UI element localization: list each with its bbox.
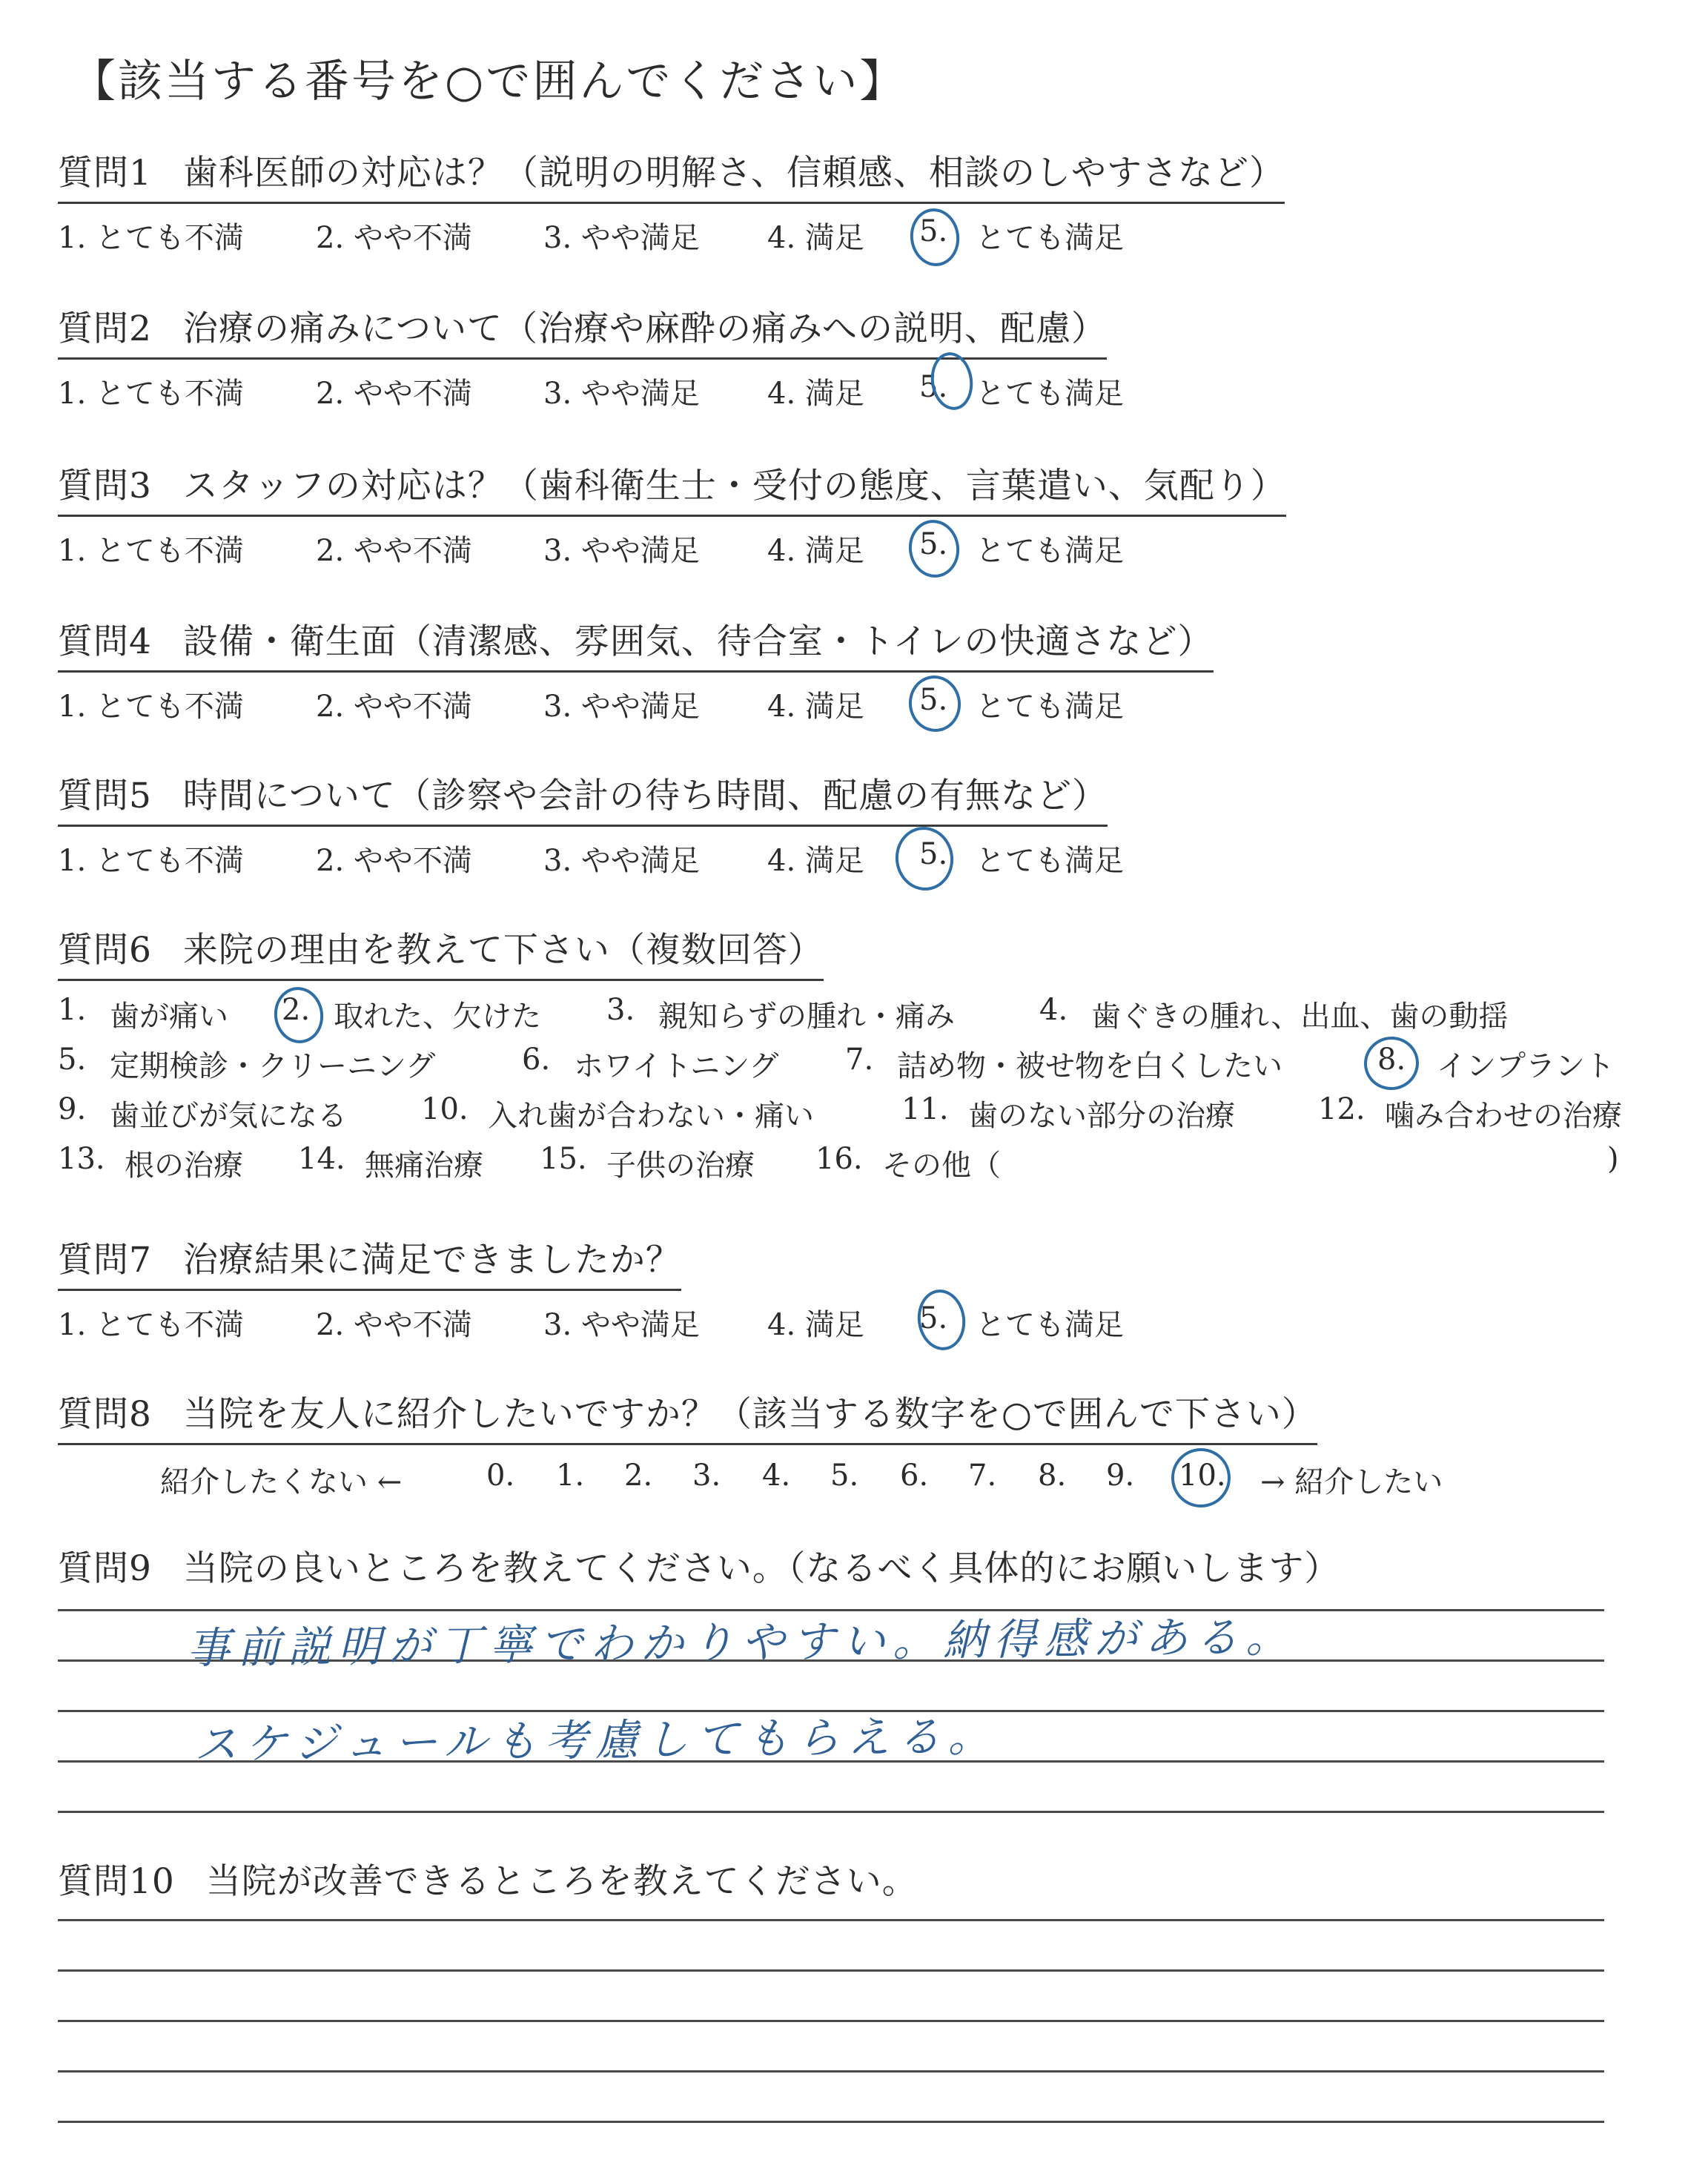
option-3[interactable]: 3. やや満足 <box>543 690 700 724</box>
option-3[interactable]: 3. やや満足 <box>543 534 700 568</box>
reason-number[interactable]: 13. <box>58 1142 105 1176</box>
reason-number[interactable]: 3. <box>606 993 635 1027</box>
handwritten-answer-line-1: 事前説明が丁寧でわかりやすい。納得感がある。 <box>186 1611 1297 1674</box>
question-text: 当院を友人に紹介したいですか？（該当する数字を○で囲んで下さい） <box>182 1394 1317 1435</box>
scale-value[interactable]: 6. <box>900 1459 929 1493</box>
answer-line <box>58 2070 1604 2073</box>
reason-number[interactable]: 5. <box>58 1043 87 1077</box>
question-number: 質問2 <box>58 308 152 349</box>
option-1[interactable]: 1. とても不満 <box>58 377 244 411</box>
question-4 <box>58 614 1674 726</box>
option-1[interactable]: 1. とても不満 <box>58 1308 244 1342</box>
question-10-header <box>58 1854 918 1910</box>
rating-options <box>58 683 1674 726</box>
reason-label[interactable]: ホワイトニング <box>574 1049 779 1083</box>
reason-label[interactable]: 無痛治療 <box>365 1149 483 1183</box>
question-number: 質問4 <box>58 621 152 662</box>
reason-number[interactable]: 6. <box>522 1043 551 1077</box>
question-number: 質問10 <box>58 1861 175 1902</box>
option-2[interactable]: 2. やや不満 <box>316 690 472 724</box>
question-text: 時間について（診察や会計の待ち時間、配慮の有無など） <box>182 776 1108 816</box>
reason-label[interactable]: 噛み合わせの治療 <box>1385 1099 1622 1133</box>
option-5-label: とても満足 <box>976 1308 1124 1342</box>
option-5[interactable]: 5. <box>919 370 948 404</box>
question-number: 質問9 <box>58 1548 152 1589</box>
scale-value[interactable]: 8. <box>1038 1459 1067 1493</box>
question-9 <box>58 1541 1674 1597</box>
scale-value[interactable]: 1. <box>556 1459 585 1493</box>
question-text: 来院の理由を教えて下さい（複数回答） <box>182 930 824 971</box>
reason-label[interactable]: 歯並びが気になる <box>110 1099 347 1133</box>
option-5[interactable]: 5. <box>919 683 948 717</box>
option-4[interactable]: 4. 満足 <box>767 534 864 568</box>
option-3[interactable]: 3. やや満足 <box>543 221 700 255</box>
reason-number[interactable]: 7. <box>845 1043 874 1077</box>
reason-label[interactable]: 親知らずの腫れ・痛み <box>658 1000 955 1034</box>
answer-line <box>58 1969 1604 1972</box>
option-4[interactable]: 4. 満足 <box>767 690 864 724</box>
reason-options <box>58 993 1674 1192</box>
question-7-header <box>58 1232 681 1291</box>
option-5-label: とても満足 <box>976 377 1124 411</box>
scale-right-label: → 紹介したい <box>1260 1465 1443 1499</box>
question-text: 歯科医師の対応は？（説明の明解さ、信頼感、相談のしやすさなど） <box>182 153 1285 194</box>
question-text: 設備・衛生面（清潔感、雰囲気、待合室・トイレの快適さなど） <box>182 621 1214 662</box>
option-1[interactable]: 1. とても不満 <box>58 690 244 724</box>
reason-number[interactable]: 2. <box>282 993 311 1027</box>
option-5-label: とても満足 <box>976 844 1124 878</box>
option-3[interactable]: 3. やや満足 <box>543 377 700 411</box>
question-1 <box>58 145 1674 257</box>
option-4[interactable]: 4. 満足 <box>767 844 864 878</box>
answer-line <box>58 2020 1604 2022</box>
option-2[interactable]: 2. やや不満 <box>316 377 472 411</box>
option-2[interactable]: 2. やや不満 <box>316 1308 472 1342</box>
question-text: スタッフの対応は？（歯科衛生士・受付の態度、言葉遣い、気配り） <box>182 466 1286 506</box>
reason-number[interactable]: 15. <box>540 1142 587 1176</box>
answer-line <box>58 1811 1604 1813</box>
question-text: 当院の良いところを教えてください。（なるべく具体的にお願いします） <box>182 1548 1340 1589</box>
option-3[interactable]: 3. やや満足 <box>543 1308 700 1342</box>
reason-label[interactable]: 歯ぐきの腫れ、出血、歯の動揺 <box>1091 1000 1509 1034</box>
question-4-header <box>58 614 1214 673</box>
rating-options <box>58 527 1674 570</box>
question-number: 質問8 <box>58 1394 152 1435</box>
scale-value[interactable]: 5. <box>830 1459 859 1493</box>
answer-line <box>58 1919 1604 1921</box>
question-6 <box>58 922 1674 1192</box>
question-number: 質問7 <box>58 1240 152 1281</box>
question-text: 治療結果に満足できましたか？ <box>182 1240 681 1281</box>
question-8 <box>58 1387 1674 1502</box>
option-5-label: とても満足 <box>976 221 1124 255</box>
reason-number[interactable]: 11. <box>901 1092 949 1126</box>
question-number: 質問6 <box>58 930 152 971</box>
option-5[interactable]: 5. <box>919 527 948 561</box>
option-4[interactable]: 4. 満足 <box>767 221 864 255</box>
scale-value[interactable]: 10. <box>1179 1459 1226 1493</box>
reason-row <box>58 1043 1674 1092</box>
reason-label[interactable]: 入れ歯が合わない・痛い <box>488 1099 814 1133</box>
reason-number[interactable]: 16. <box>815 1142 863 1176</box>
option-5[interactable]: 5. <box>919 837 948 871</box>
question-3 <box>58 458 1674 570</box>
option-5-label: とても満足 <box>976 534 1124 568</box>
question-5 <box>58 768 1674 880</box>
option-3[interactable]: 3. やや満足 <box>543 844 700 878</box>
scale-value[interactable]: 2. <box>624 1459 653 1493</box>
question-2 <box>58 301 1674 413</box>
question-8-header <box>58 1387 1317 1445</box>
scale-left-label: 紹介したくない ← <box>160 1465 403 1499</box>
question-text: 治療の痛みについて（治療や麻酔の痛みへの説明、配慮） <box>182 308 1108 349</box>
scale-value[interactable]: 0. <box>486 1459 515 1493</box>
answer-line <box>58 2121 1604 2123</box>
reason-label[interactable]: 取れた、欠けた <box>334 1000 541 1034</box>
option-5[interactable]: 5. <box>919 1301 948 1335</box>
reason-number[interactable]: 1. <box>58 993 87 1027</box>
option-1[interactable]: 1. とても不満 <box>58 221 244 255</box>
scale-value[interactable]: 4. <box>762 1459 791 1493</box>
reason-number[interactable]: 8. <box>1377 1043 1406 1077</box>
reason-row <box>58 1092 1674 1142</box>
rating-options <box>58 214 1674 257</box>
question-3-header <box>58 458 1286 517</box>
reason-label[interactable]: 定期検診・クリーニング <box>110 1049 436 1083</box>
option-1[interactable]: 1. とても不満 <box>58 844 244 878</box>
question-number: 質問3 <box>58 466 152 506</box>
reason-label[interactable]: インプラント <box>1437 1049 1615 1083</box>
recommend-scale <box>58 1459 1674 1502</box>
option-2[interactable]: 2. やや不満 <box>316 534 472 568</box>
reason-label[interactable]: 根の治療 <box>125 1149 243 1183</box>
scale-value[interactable]: 7. <box>968 1459 997 1493</box>
reason-row <box>58 1142 1674 1192</box>
option-2[interactable]: 2. やや不満 <box>316 844 472 878</box>
question-number: 質問5 <box>58 776 152 816</box>
scale-value[interactable]: 3. <box>692 1459 721 1493</box>
reason-label[interactable]: 歯が痛い <box>110 1000 228 1034</box>
rating-options <box>58 1301 1674 1344</box>
option-5-label: とても満足 <box>976 690 1124 724</box>
option-2[interactable]: 2. やや不満 <box>316 221 472 255</box>
question-1-header <box>58 145 1285 204</box>
option-1[interactable]: 1. とても不満 <box>58 534 244 568</box>
option-4[interactable]: 4. 満足 <box>767 377 864 411</box>
reason-number[interactable]: 14. <box>298 1142 345 1176</box>
reason-number[interactable]: 4. <box>1039 993 1068 1027</box>
option-5[interactable]: 5. <box>919 214 948 248</box>
question-number: 質問1 <box>58 153 152 194</box>
rating-options <box>58 837 1674 880</box>
question-text: 当院が改善できるところを教えてください。 <box>205 1861 918 1902</box>
reason-row <box>58 993 1674 1043</box>
rating-options <box>58 370 1674 413</box>
reason-label[interactable]: 詰め物・被せ物を白くしたい <box>897 1049 1282 1083</box>
reason-number[interactable]: 12. <box>1318 1092 1366 1126</box>
question-7 <box>58 1232 1674 1344</box>
scale-value[interactable]: 9. <box>1106 1459 1135 1493</box>
reason-number[interactable]: 9. <box>58 1092 87 1126</box>
reason-label[interactable]: 子供の治療 <box>606 1149 755 1183</box>
reason-label[interactable]: その他（ <box>882 1149 1001 1183</box>
reason-other-close: ) <box>1607 1142 1619 1176</box>
reason-number[interactable]: 10. <box>421 1092 469 1126</box>
handwritten-answer-line-2: スケジュールも考慮してもらえる。 <box>193 1711 999 1770</box>
reason-label[interactable]: 歯のない部分の治療 <box>968 1099 1235 1133</box>
question-9-header <box>58 1541 1340 1597</box>
question-6-header <box>58 922 824 981</box>
question-10 <box>58 1854 1674 1910</box>
question-2-header <box>58 301 1107 360</box>
page-title: 【該当する番号を○で囲んでください】 <box>71 56 907 108</box>
option-4[interactable]: 4. 満足 <box>767 1308 864 1342</box>
question-5-header <box>58 768 1108 827</box>
